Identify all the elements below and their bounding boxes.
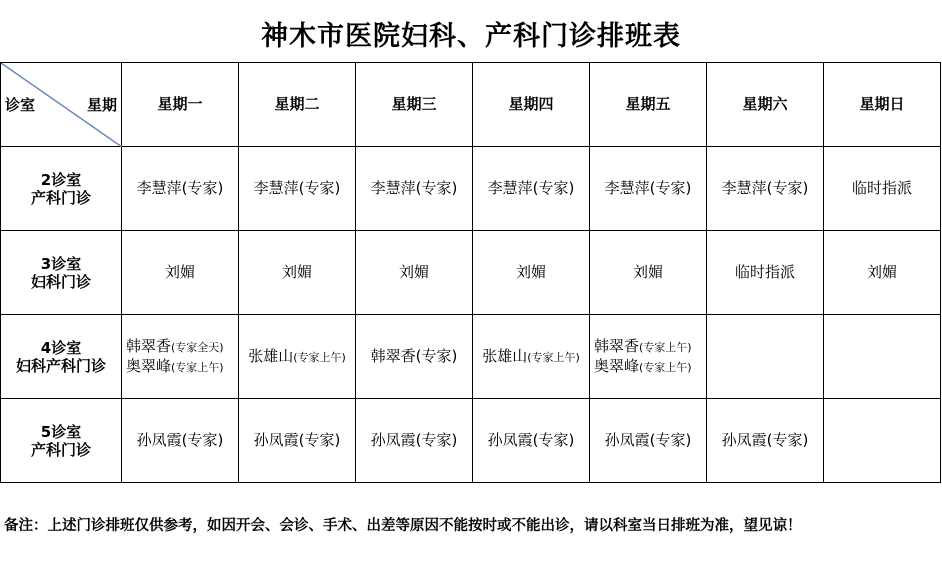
day-header-thu: 星期四 <box>473 63 590 147</box>
schedule-cell <box>122 231 239 315</box>
doctor-tag: (专家) <box>532 179 575 197</box>
schedule-cell <box>707 315 824 399</box>
corner-day-label: 星期 <box>86 96 117 114</box>
schedule-cell <box>707 399 824 483</box>
doctor-name: 刘媚 <box>632 263 663 281</box>
doctor-tag: (专家) <box>766 431 809 449</box>
doctor-name: 奥翠峰 <box>126 356 172 375</box>
room-number: 4诊室 <box>40 338 82 357</box>
room-number: 5诊室 <box>40 422 82 441</box>
schedule-cell <box>590 231 707 315</box>
doctor-tag: (专家上午) <box>171 360 224 374</box>
doctor-tag: (专家) <box>415 347 458 365</box>
day-header-mon: 星期一 <box>122 63 239 147</box>
doctor-name: 李慧萍 <box>487 179 533 197</box>
page-title: 神木市医院妇科、产科门诊排班表 <box>261 21 681 52</box>
room-number: 3诊室 <box>40 254 82 273</box>
footnote: 备注：上述门诊排班仅供参考，如因开会、会诊、手术、出差等原因不能按时或不能出诊，请以科室当日排班为准，望见谅！ <box>4 518 802 534</box>
doctor-name: 李慧萍 <box>721 179 767 197</box>
schedule-cell <box>239 315 356 399</box>
schedule-cell <box>122 315 239 399</box>
doctor-name: 刘媚 <box>281 263 312 281</box>
doctor-name: 孙凤霞 <box>721 431 767 449</box>
doctor-name: 临时指派 <box>851 179 912 197</box>
schedule-cell <box>473 315 590 399</box>
doctor-tag: (专家) <box>181 431 224 449</box>
doctor-name: 孙凤霞 <box>136 431 182 449</box>
room-dept: 妇科门诊 <box>30 272 91 291</box>
doctor-name: 临时指派 <box>734 263 795 281</box>
corner-room-label: 诊室 <box>5 96 36 114</box>
doctor-name: 李慧萍 <box>253 179 299 197</box>
day-header-sun: 星期日 <box>824 63 941 147</box>
doctor-name: 韩翠香 <box>370 347 416 365</box>
schedule-cell <box>356 399 473 483</box>
table-row <box>1 399 941 483</box>
schedule-cell <box>473 147 590 231</box>
doctor-name: 张雄山 <box>482 346 528 365</box>
schedule-cell <box>590 147 707 231</box>
room-dept: 产科门诊 <box>30 440 91 459</box>
doctor-name: 孙凤霞 <box>487 431 533 449</box>
doctor-name: 孙凤霞 <box>604 431 650 449</box>
schedule-cell <box>590 399 707 483</box>
doctor-name: 孙凤霞 <box>370 431 416 449</box>
day-header-tue: 星期二 <box>239 63 356 147</box>
doctor-tag: (专家) <box>181 179 224 197</box>
doctor-tag: (专家) <box>298 179 341 197</box>
room-cell <box>1 147 122 231</box>
room-cell <box>1 231 122 315</box>
table-row <box>1 231 941 315</box>
doctor-name: 张雄山 <box>248 346 294 365</box>
doctor-tag: (专家上午) <box>293 350 346 364</box>
doctor-name: 李慧萍 <box>136 179 182 197</box>
day-header-wed: 星期三 <box>356 63 473 147</box>
day-header-fri: 星期五 <box>590 63 707 147</box>
schedule-cell <box>824 399 941 483</box>
schedule-cell <box>356 147 473 231</box>
doctor-tag: (专家) <box>415 179 458 197</box>
schedule-cell <box>122 147 239 231</box>
doctor-name: 韩翠香 <box>594 336 640 355</box>
doctor-tag: (专家) <box>766 179 809 197</box>
room-dept: 产科门诊 <box>30 188 91 207</box>
schedule-cell <box>239 399 356 483</box>
doctor-tag: (专家全天) <box>171 340 224 354</box>
doctor-tag: (专家) <box>415 431 458 449</box>
schedule-cell <box>239 231 356 315</box>
table-row <box>1 147 941 231</box>
schedule-cell <box>356 315 473 399</box>
doctor-tag: (专家) <box>298 431 341 449</box>
doctor-name: 刘媚 <box>164 263 195 281</box>
room-dept: 妇科产科门诊 <box>15 356 106 375</box>
day-header-sat: 星期六 <box>707 63 824 147</box>
doctor-tag: (专家) <box>649 431 692 449</box>
doctor-name: 刘媚 <box>866 263 897 281</box>
header-row <box>1 63 941 147</box>
doctor-tag: (专家上午) <box>639 340 692 354</box>
doctor-name: 韩翠香 <box>126 336 172 355</box>
doctor-tag: (专家上午) <box>639 360 692 374</box>
schedule-cell <box>239 147 356 231</box>
schedule-cell <box>356 231 473 315</box>
doctor-tag: (专家) <box>649 179 692 197</box>
room-cell <box>1 399 122 483</box>
room-cell <box>1 315 122 399</box>
corner-header-cell <box>1 63 122 147</box>
schedule-cell <box>707 147 824 231</box>
schedule-cell <box>824 147 941 231</box>
schedule-cell <box>824 231 941 315</box>
doctor-name: 孙凤霞 <box>253 431 299 449</box>
doctor-name: 李慧萍 <box>604 179 650 197</box>
schedule-cell <box>122 399 239 483</box>
schedule-table <box>0 62 941 483</box>
schedule-cell <box>707 231 824 315</box>
schedule-cell <box>473 399 590 483</box>
table-row <box>1 315 941 399</box>
doctor-name: 李慧萍 <box>370 179 416 197</box>
schedule-cell <box>473 231 590 315</box>
doctor-tag: (专家) <box>532 431 575 449</box>
room-number: 2诊室 <box>40 170 82 189</box>
doctor-name: 刘媚 <box>515 263 546 281</box>
schedule-cell <box>824 315 941 399</box>
doctor-name: 奥翠峰 <box>594 356 640 375</box>
schedule-cell <box>590 315 707 399</box>
doctor-tag: (专家上午) <box>527 350 580 364</box>
doctor-name: 刘媚 <box>398 263 429 281</box>
